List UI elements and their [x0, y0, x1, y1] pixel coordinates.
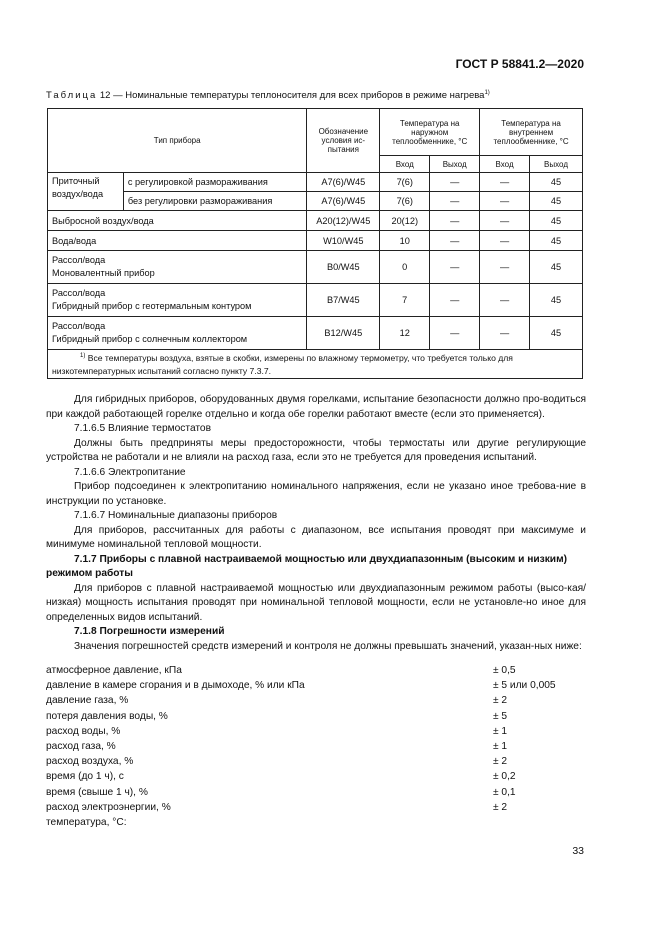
list-item: время (свыше 1 ч), % ± 0,1: [46, 786, 516, 798]
list-item: давление в камере сгорания и в дымоходе, % или кПа ± 5 или 0,005: [46, 680, 556, 692]
header-designation: Обозначение условия ис-пытания: [307, 109, 380, 173]
list-item: время (до 1 ч), с ± 0,2: [46, 771, 516, 783]
table-caption: Таблица 12 — Номинальные температуры теплоносителя для всех приборов в режиме нагрева$^{1)}$: [46, 90, 490, 102]
list-item: давление газа, % ± 2: [46, 695, 508, 707]
paragraph: Должны быть предприняты меры предосторожности, чтобы термостаты или другие регулирующие устройства не работали и не влияли на расход газа, если это не требуется для проведения испытаний.: [46, 437, 586, 463]
section-heading: 7.1.8 Погрешности измерений: [74, 626, 225, 637]
section-heading: 7.1.6.7 Номинальные диапазоны приборов: [74, 510, 278, 521]
header-device-type: Тип прибора: [48, 109, 307, 173]
header-indoor-out: Выход: [530, 156, 583, 173]
standard-header: ГОСТ Р 58841.2—2020: [455, 57, 584, 71]
paragraph: Для приборов, рассчитанных для работы с диапазоном, все испытания проводят при максимуме и минимуме номинальной тепловой мощности.: [46, 524, 586, 550]
measurement-list: [46, 665, 586, 832]
header-outdoor-in: Вход: [380, 156, 430, 173]
table-row: Приточный воздух/вода с регулировкой размораживания A7(6)/W45 7(6) — — 45: [48, 173, 583, 192]
body-text: [46, 393, 586, 654]
table-row: Выбросной воздух/вода A20(12)/W45 20(12) — — 45: [48, 211, 583, 231]
paragraph: Прибор подсоединен к электропитанию номинального напряжения, если не указано иное требова-ние в инструкции по установке.: [46, 481, 586, 507]
list-item: температура, °С:: [46, 816, 127, 828]
table-row: без регулировки размораживания A7(6)/W45 7(6) — — 45: [48, 192, 583, 211]
section-heading: 7.1.7 Приборы с плавной настраиваемой мощностью или двухдиапазонным (высоким и низким) режимом работы: [46, 553, 568, 579]
section-heading: 7.1.6.6 Электропитание: [74, 466, 186, 478]
list-item: расход воды, % ± 1: [46, 725, 508, 737]
list-item: потеря давления воды, % ± 5: [46, 710, 508, 722]
group-label: Приточный воздух/вода: [48, 173, 124, 211]
header-indoor-in: Вход: [480, 156, 530, 173]
list-item: расход электроэнергии, % ± 2: [46, 801, 508, 813]
table-row: Рассол/вода Моновалентный прибор B0/W45 0 — — 45: [48, 251, 583, 284]
list-item: расход воздуха, % ± 2: [46, 756, 508, 768]
table-footnote: $^{1)}$ Все температуры воздуха, взятые в скобки, измерены по влажному термометру, что требуется только для низкотемпературных испытаний согласно пункту 7.3.7.: [48, 350, 583, 379]
header-outdoor-out: Выход: [430, 156, 480, 173]
table-row: Рассол/вода Гибридный прибор с солнечным коллектором B12/W45 12 — — 45: [48, 317, 583, 350]
list-item: атмосферное давление, кПа ± 0,5: [46, 665, 516, 676]
header-indoor: Температура на внутреннем теплообменнике, °С: [480, 109, 583, 156]
paragraph: Для гибридных приборов, оборудованных двумя горелками, испытание безопасности должно про-водиться при каждой работающей горелке отдельно и когда обе горелки работают вместе (если это применяется).: [46, 394, 586, 420]
table-row: Рассол/вода Гибридный прибор с геотермальным контуром B7/W45 7 — — 45: [48, 284, 583, 317]
header-outdoor: Температура на наружном теплообменнике, °С: [380, 109, 480, 156]
temperature-table: [47, 108, 583, 379]
section-heading: 7.1.6.5 Влияние термостатов: [74, 423, 212, 434]
page-number: 33: [572, 845, 584, 857]
list-item: расход газа, % ± 1: [46, 740, 508, 752]
paragraph: Для приборов с плавной настраиваемой мощностью или двухдиапазонным режимом работы (высо-кая/низкая) мощность испытания проводят при номинальной тепловой мощности, если не установле-но иное для определенных видов испытаний.: [46, 582, 586, 623]
table-row: Вода/вода W10/W45 10 — — 45: [48, 231, 583, 251]
paragraph: Значения погрешностей средств измерений и контроля не должны превышать значений, указан-ных ниже:: [74, 640, 582, 652]
